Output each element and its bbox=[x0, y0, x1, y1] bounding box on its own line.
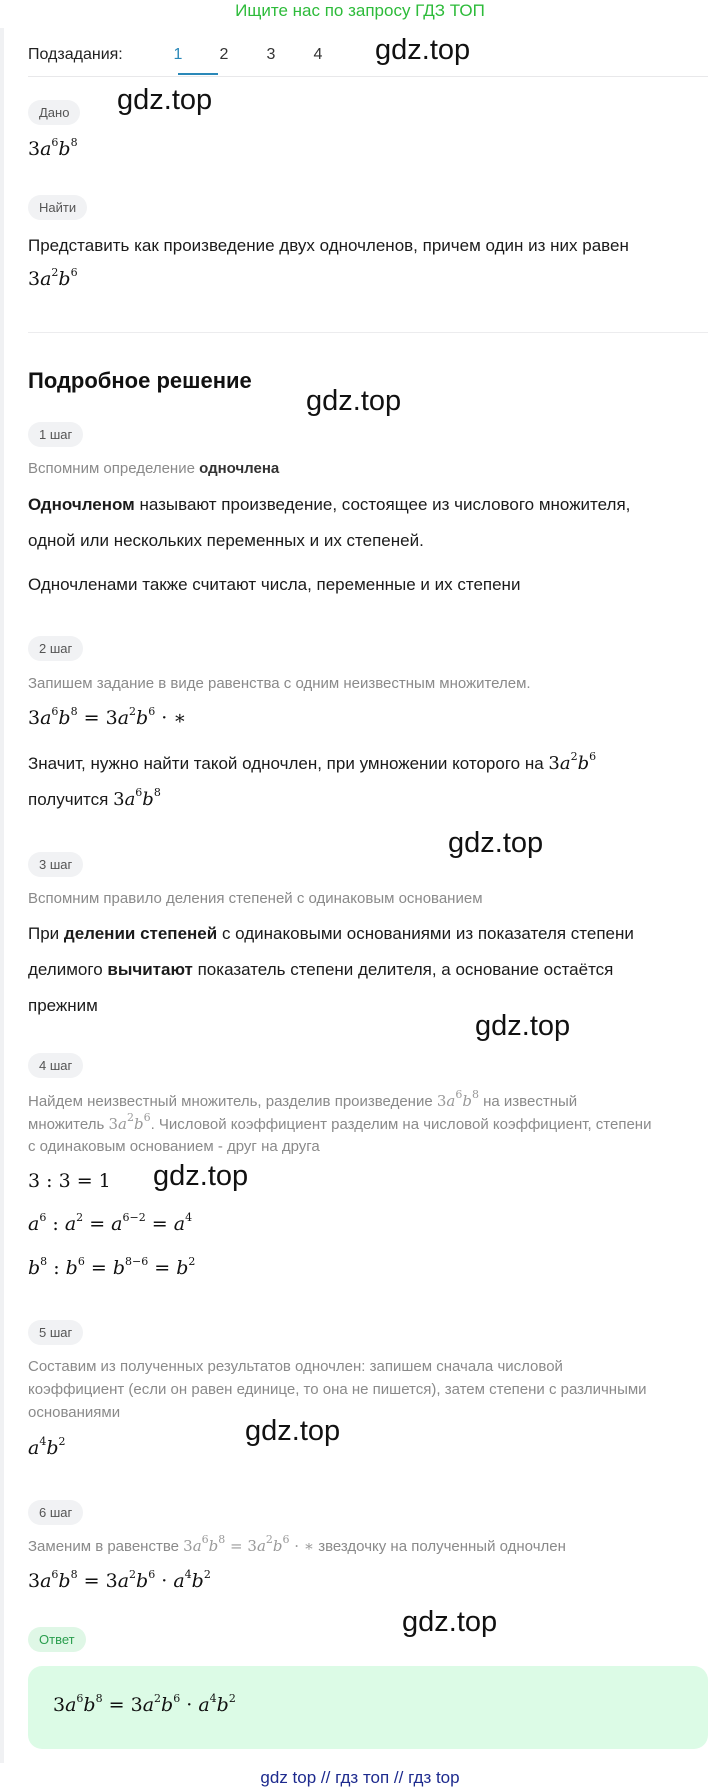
step-4-hint-a: Найдем неизвестный множитель, разделив произведение bbox=[28, 1093, 433, 1110]
step-5-hint-1: Составим из полученных результатов одночлен: запишем сначала числовой bbox=[28, 1358, 563, 1375]
step-6-hint: Заменим в равенстве $3a^6b^8 = 3a^2b^6$ · ∗ звездочку на полученный одночлен bbox=[28, 1533, 566, 1555]
left-rule bbox=[0, 28, 4, 1763]
watermark: gdz.top bbox=[117, 84, 213, 116]
solution-heading: Подробное решение bbox=[28, 368, 252, 393]
step-3-t1c: с одинаковыми основаниями из показателя степени bbox=[217, 924, 634, 943]
step-4-coef-division: 3 : 3 = 1 bbox=[28, 1170, 111, 1192]
step-1-definition bbox=[28, 493, 708, 517]
tab-subtask-4[interactable]: 4 bbox=[313, 46, 323, 63]
step-4-hint-line-2: множитель $3a^2b^6$. Числовой коэффициент разделим на числовой коэффициент, степени bbox=[28, 1111, 652, 1133]
step-1-hint-text: Вспомним определение bbox=[28, 460, 195, 477]
step-6-hint-a: Заменим в равенстве bbox=[28, 1538, 179, 1555]
footer-links[interactable]: gdz top // гдз топ // гдз top bbox=[260, 1768, 460, 1787]
watermark: gdz.top bbox=[153, 1160, 249, 1192]
step-4-a-division: $a^6$ : $a^2 = a^{6-2} = a^4$ bbox=[28, 1210, 193, 1235]
section-divider bbox=[28, 332, 708, 333]
step-3-t2b: вычитают bbox=[107, 960, 193, 979]
tab-subtask-1[interactable]: 1 bbox=[173, 46, 183, 63]
step-6-hint-b: звездочку на полученный одночлен bbox=[318, 1538, 566, 1555]
watermark: gdz.top bbox=[306, 385, 402, 417]
step-3-t1: При bbox=[28, 924, 64, 943]
step-6-badge: 6 шаг bbox=[28, 1500, 83, 1525]
step-1-badge: 1 шаг bbox=[28, 422, 83, 447]
step-3-t2c: показатель степени делителя, а основание остаётся bbox=[192, 960, 614, 979]
step-1-text-3: Одночленами также считают числа, переменные и их степени bbox=[28, 575, 521, 594]
find-badge: Найти bbox=[28, 195, 87, 220]
step-3-line-3: прежним bbox=[28, 996, 98, 1015]
step-5-badge: 5 шаг bbox=[28, 1320, 83, 1345]
subtasks-label: Подзадания: bbox=[28, 46, 123, 63]
answer-equation: $3a^6b^8 = 3a^2b^6 \cdot a^4b^2$ bbox=[53, 1691, 236, 1716]
step-3-t2: делимого bbox=[28, 960, 108, 979]
step-1-hint-bold: одночлена bbox=[199, 460, 280, 477]
watermark: gdz.top bbox=[448, 827, 544, 859]
subtasks-bar bbox=[28, 42, 708, 77]
watermark: gdz.top bbox=[402, 1606, 498, 1638]
step-4-hint-line-1: Найдем неизвестный множитель, разделив произведение $3a^6b^8$ на известный bbox=[28, 1088, 578, 1110]
step-5-hint-2: коэффициент (если он равен единице, то она не пишется), затем степени с различными bbox=[28, 1381, 647, 1398]
tab-subtask-3[interactable]: 3 bbox=[266, 46, 276, 63]
find-expression: $3a^2b^6$ bbox=[28, 265, 78, 290]
watermark: gdz.top bbox=[475, 1010, 571, 1042]
answer-box bbox=[28, 1666, 708, 1749]
step-4-b-division: $b^8$ : $b^6 = b^{8-6} = b^2$ bbox=[28, 1254, 196, 1279]
step-3-t1b: делении степеней bbox=[63, 924, 218, 943]
step-3-line-1 bbox=[28, 922, 708, 946]
answer-badge: Ответ bbox=[28, 1627, 86, 1652]
step-3-badge: 3 шаг bbox=[28, 852, 83, 877]
step-2-text-a: Значит, нужно найти такой одночлен, при умножении которого на bbox=[28, 754, 544, 773]
find-text: Представить как произведение двух одночленов, причем один из них равен bbox=[28, 236, 629, 255]
watermark: gdz.top bbox=[375, 34, 471, 66]
step-5-hint-3: основаниями bbox=[28, 1404, 121, 1421]
step-2-text-2: получится $3a^6b^8$ bbox=[28, 786, 161, 810]
step-3-hint: Вспомним правило деления степеней с одинаковым основанием bbox=[28, 890, 483, 907]
step-4-badge: 4 шаг bbox=[28, 1053, 83, 1078]
step-2-equation: $3a^6b^8 = 3a^2b^6$ · ∗ bbox=[28, 704, 187, 729]
search-banner[interactable]: Ищите нас по запросу ГДЗ ТОП bbox=[235, 1, 485, 20]
step-2-text-b: получится bbox=[28, 790, 109, 809]
step-4-hint-line-3: с одинаковым основанием - друг на друга bbox=[28, 1138, 320, 1155]
step-2-badge: 2 шаг bbox=[28, 636, 83, 661]
step-1-text-2: одной или нескольких переменных и их степеней. bbox=[28, 531, 424, 550]
watermark: gdz.top bbox=[245, 1415, 341, 1447]
step-1-hint bbox=[28, 458, 708, 480]
step-1-text: называют произведение, состоящее из числового множителя, bbox=[134, 495, 631, 514]
step-4-hint-b: на известный bbox=[483, 1093, 578, 1110]
step-4-hint-c: множитель bbox=[28, 1116, 105, 1133]
active-tab-indicator bbox=[178, 73, 218, 75]
step-2-text: Значит, нужно найти такой одночлен, при умножении которого на $3a^2b^6$ bbox=[28, 750, 597, 774]
step-5-result: $a^4b^2$ bbox=[28, 1434, 66, 1459]
step-1-term: Одночленом bbox=[28, 495, 135, 514]
given-expression: $3a^6b^8$ bbox=[28, 135, 78, 160]
step-6-equation: $3a^6b^8 = 3a^2b^6 \cdot a^4b^2$ bbox=[28, 1567, 211, 1592]
step-3-line-2 bbox=[28, 958, 708, 982]
tab-subtask-2[interactable]: 2 bbox=[219, 46, 229, 63]
given-badge: Дано bbox=[28, 100, 80, 125]
step-4-hint-d: . Числовой коэффициент разделим на числовой коэффициент, степени bbox=[150, 1116, 652, 1133]
step-2-hint: Запишем задание в виде равенства с одним неизвестным множителем. bbox=[28, 675, 531, 692]
